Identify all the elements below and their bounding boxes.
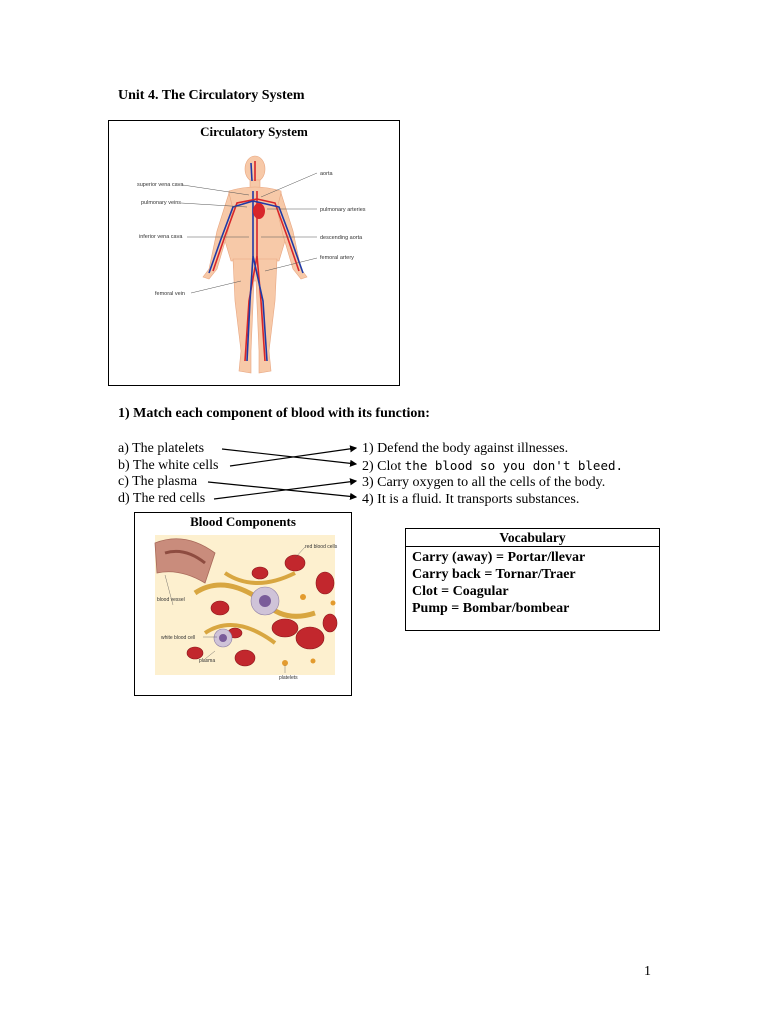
label-femoral-artery: femoral artery (320, 255, 354, 261)
blood-components-title: Blood Components (190, 514, 296, 529)
label-aorta: aorta (320, 171, 333, 177)
function-item-4 (362, 492, 623, 509)
function-text-3: 3) Carry oxygen to all the cells of the body. (362, 475, 606, 490)
label-platelets: platelets (279, 675, 298, 681)
function-text-1: 1) Defend the body against illnesses. (362, 441, 569, 456)
arrow-c-to-4 (208, 482, 356, 497)
function-text-4: 4) It is a fluid. It transports substances. (362, 491, 580, 507)
label-superior-vena-cava: superior vena cava (137, 182, 184, 188)
vocabulary-box (405, 528, 660, 631)
arrow-b-to-1 (230, 448, 356, 466)
circulatory-figure-title: Circulatory System (200, 124, 308, 139)
exercise-heading: 1) Match each component of blood with its function: (118, 406, 430, 421)
functions-list (362, 441, 623, 508)
vocabulary-item: Clot = Coagular (412, 584, 509, 599)
circulatory-illustration (109, 121, 401, 387)
component-item-b: b) The white cells (118, 457, 219, 473)
label-inferior-vena-cava: inferior vena cava (139, 234, 183, 240)
vocabulary-item: Carry (away) = Portar/llevar (412, 550, 586, 565)
label-pulmonary-veins: pulmonary veins (141, 200, 182, 206)
function-item-1 (362, 441, 623, 458)
vocabulary-item: Carry back = Tornar/Traer (412, 567, 576, 582)
component-item-d: d) The red cells (118, 490, 206, 506)
function-text-2-extra: the blood so you don't bleed. (404, 457, 624, 473)
arrow-d-to-3 (214, 481, 356, 499)
label-descending-aorta: descending aorta (320, 235, 363, 241)
label-femoral-vein: femoral vein (155, 291, 185, 297)
label-white-blood-cell: white blood cell (161, 635, 196, 641)
circulatory-figure-box (108, 120, 400, 386)
label-red-blood-cells: red blood cells (305, 544, 338, 550)
function-text-2: 2) Clot (362, 458, 405, 474)
arrow-a-to-2 (222, 449, 356, 464)
vocabulary-item: Pump = Bombar/bombear (412, 601, 570, 616)
vocabulary-title: Vocabulary (499, 530, 566, 545)
function-item-2 (362, 458, 623, 476)
label-plasma: plasma (199, 658, 216, 664)
blood-components-box (134, 512, 352, 696)
components-list (118, 441, 218, 507)
component-item-c: c) The plasma (118, 474, 198, 489)
vocabulary-list (406, 547, 659, 617)
page-number: 1 (644, 964, 651, 979)
unit-title: Unit 4. The Circulatory System (118, 88, 305, 103)
component-item-a: a) The platelets (118, 441, 205, 456)
function-item-3 (362, 475, 623, 492)
blood-components-illustration (135, 513, 351, 695)
label-blood-vessel: blood vessel (157, 597, 185, 603)
label-pulmonary-arteries: pulmonary arteries (320, 207, 366, 213)
